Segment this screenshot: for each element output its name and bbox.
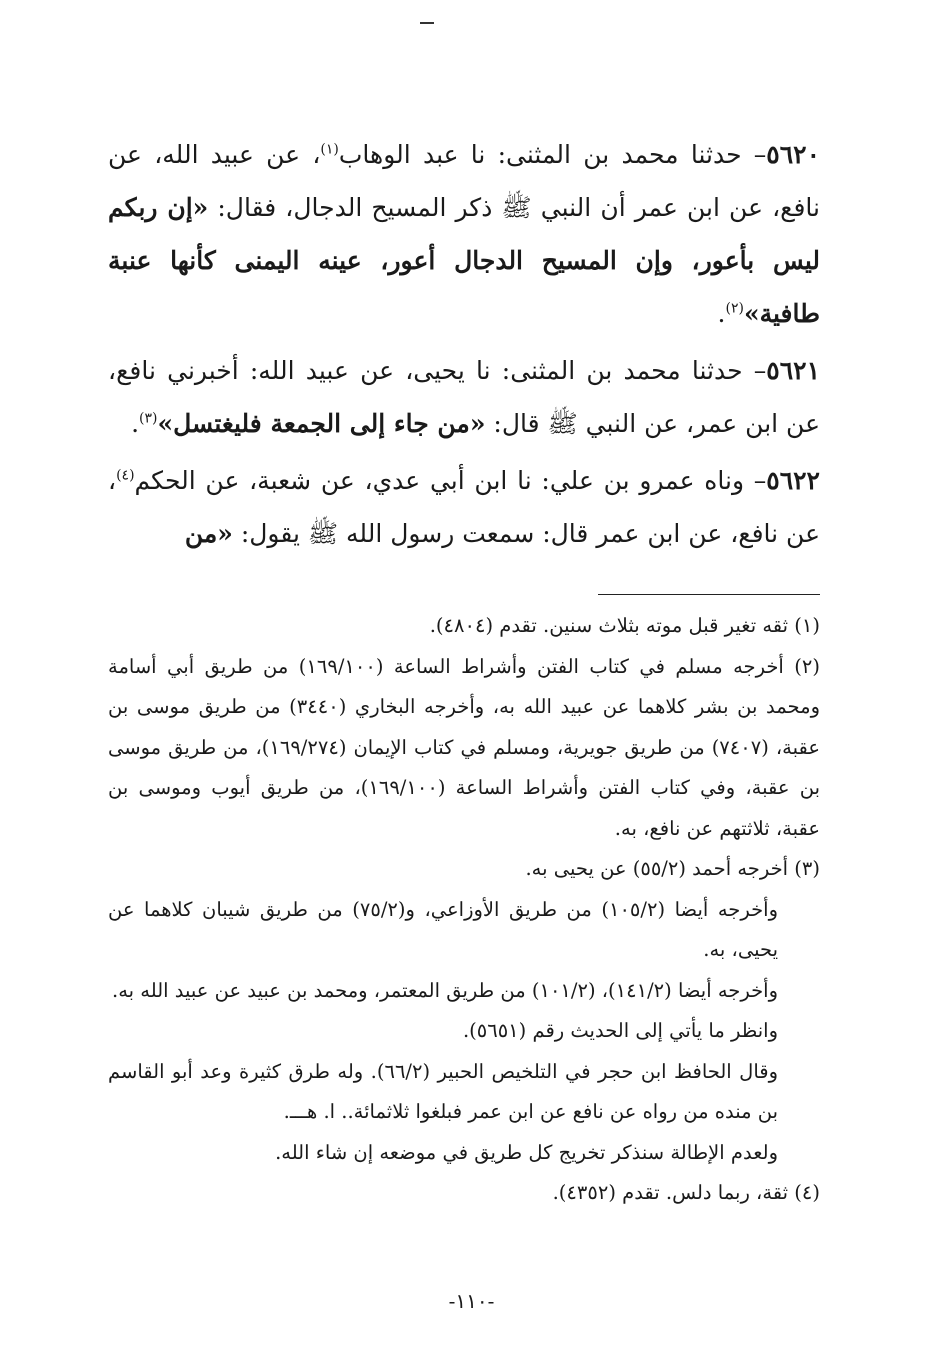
hadith-ending: .: [131, 409, 140, 438]
hadith-text: حدثنا محمد بن المثنى: نا عبد الوهاب: [338, 140, 742, 169]
footnote-3: (٣) أخرجه أحمد (٥٥/٢) عن يحيى به.: [525, 857, 820, 880]
hadith-quote: «من: [184, 519, 233, 548]
footnote-3-continuation: ولعدم الإطالة سنذكر تخريج كل طريق في موضعه إن شاء الله.: [275, 1140, 778, 1164]
page-number: -١١٠-: [448, 1289, 495, 1313]
footnote-3-continuation: وانظر ما يأتي إلى الحديث رقم (٥٦٥١).: [462, 1019, 778, 1042]
footnote-ref: (٤): [116, 467, 135, 484]
hadith-text: ، عن عبيد الله، عن نافع، عن ابن عمر أن النبي ﷺ ذكر المسيح الدجال، فقال:: [108, 140, 821, 222]
footnote-ref: (١): [320, 141, 339, 158]
footnote-3-continuation: وأخرجه أيضا (١٠٥/٢) من طريق الأوزاعي، و(٧٥/٢) من طريق شيبان كلاهما عن يحيى، به.: [108, 897, 778, 961]
top-mark: [420, 22, 434, 24]
footnote-3-continuation: وأخرجه أيضا (١٤١/٢)، (١٠١/٢) من طريق المعتمر، ومحمد بن عبيد عن عبيد الله به.: [112, 978, 778, 1002]
footnote-2: (٢) أخرجه مسلم في كتاب الفتن وأشراط الساعة (١٦٩/١٠٠) من طريق أبي أسامة ومحمد بن بشر كلاهما عن عبيد الله به، وأخرجه البخاري (٣٤٤٠) من طريق موسى بن عقبة، (٧٤٠٧) من طريق جويرية، ومسلم في كتاب الإيمان (١٦٩/٢٧٤)، من طريق موسى بن عقبة، وفي كتاب الفتن وأشراط الساعة (١٦٩/١٠٠)، من طريق أيوب وموسى بن عقبة، ثلاثتهم عن نافع، به.: [108, 654, 821, 840]
hadith-text-block: [108, 128, 820, 564]
footnote-ref: (٣): [139, 410, 158, 427]
footnotes-block: [108, 606, 820, 1214]
hadith-5621: ٥٦٢١– حدثنا محمد بن المثنى: نا يحيى، عن عبيد الله: أخبرني نافع، عن ابن عمر، عن النبي ﷺ قال: «من جاء إلى الجمعة فليغتسل»$^{(٣)}$.: [108, 356, 820, 438]
hadith-text: حدثنا محمد بن المثنى: نا يحيى، عن عبيد الله: أخبرني نافع، عن ابن عمر، عن النبي ﷺ قال:: [108, 356, 820, 438]
hadith-number: ٥٦٢٠: [766, 140, 821, 169]
hadith-number: ٥٦٢٢: [766, 466, 820, 495]
hadith-quote: «من جاء إلى الجمعة فليغتسل»: [157, 409, 486, 438]
footnote-1: (١) ثقه تغير قبل موته بثلاث سنين. تقدم (٤٨٠٤).: [429, 614, 820, 637]
footnote-ref: (٢): [725, 300, 744, 317]
hadith-ending: .: [717, 299, 726, 328]
hadith-5622: ٥٦٢٢– وناه عمرو بن علي: نا ابن أبي عدي، عن شعبة، عن الحكم$^{(٤)}$، عن نافع، عن ابن عمر قال: سمعت رسول الله ﷺ يقول: «من: [108, 466, 820, 548]
footnote-separator: [598, 594, 820, 595]
footnote-4: (٤) ثقة، ربما دلس. تقدم (٤٣٥٢).: [552, 1181, 820, 1204]
footnote-3-continuation: وقال الحافظ ابن حجر في التلخيص الحبير (٦٦/٢). وله طرق كثيرة وعد أبو القاسم بن منده من رواه عن نافع عن ابن عمر فبلغوا ثلاثمائة.. ا. هـــ.: [108, 1059, 779, 1123]
hadith-text: وناه عمرو بن علي: نا ابن أبي عدي، عن شعبة، عن الحكم: [134, 466, 745, 495]
hadith-5620: ٥٦٢٠– حدثنا محمد بن المثنى: نا عبد الوهاب$^{(١)}$، عن عبيد الله، عن نافع، عن ابن عمر أن النبي ﷺ ذكر المسيح الدجال، فقال: «إن ربكم ليس بأعور، وإن المسيح الدجال أعور، عينه اليمنى كأنها عنبة طافية»$^{(٢)}$.: [108, 140, 821, 328]
hadith-text: ، عن نافع، عن ابن عمر قال: سمعت رسول الله ﷺ يقول:: [108, 466, 820, 548]
hadith-number: ٥٦٢١: [766, 356, 820, 385]
hadith-quote: «إن ربكم ليس بأعور، وإن المسيح الدجال أعور، عينه اليمنى كأنها عنبة طافية»: [108, 193, 820, 328]
